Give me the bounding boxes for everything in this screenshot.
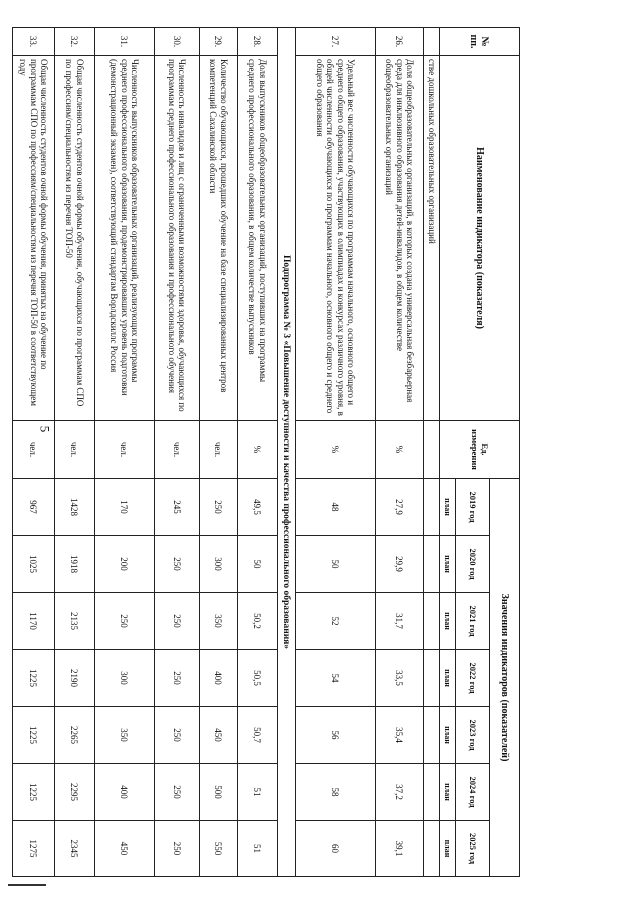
row-value: 37,2 [376, 764, 424, 821]
row-value: 52 [296, 593, 376, 650]
row-value: 33,5 [376, 650, 424, 707]
row-indicator-name: Численность инвалидов и лиц с ограниченными возможностями здоровья, обучающихся по программам среднего профессионального образования и профессионального обучения [155, 56, 200, 421]
row-value: 1225 [13, 707, 55, 764]
row-value: 50,2 [238, 593, 278, 650]
row-unit: % [376, 421, 424, 479]
row-number: 28. [238, 28, 278, 56]
header-year: 2023 год [456, 707, 490, 764]
header-plan: план [440, 593, 456, 650]
table-row [200, 28, 238, 877]
row-value: 350 [95, 707, 155, 764]
row-value: 967 [13, 479, 55, 536]
header-year: 2021 год [456, 593, 490, 650]
row-value: 250 [200, 479, 238, 536]
row-number: 31. [95, 28, 155, 56]
row-number: 27. [296, 28, 376, 56]
row-unit: % [296, 421, 376, 479]
row-value: 1918 [55, 536, 95, 593]
row-value: 1225 [13, 764, 55, 821]
page-number: 5 [37, 425, 53, 433]
row-unit: чел. [55, 421, 95, 479]
row-number: 33. [13, 28, 55, 56]
table-body-bottom [13, 28, 278, 877]
header-plan: план [440, 764, 456, 821]
header-values-group: Значения индикаторов (показателей) [490, 479, 520, 877]
row-unit: чел. [95, 421, 155, 479]
row-value: 51 [238, 764, 278, 821]
row-indicator-name: Доля общеобразовательных организаций, в которых создана универсальная безбарьерная среда для инклюзивного образования детей-инвалидов, в общем количестве общеобразовательных организаций [376, 56, 424, 421]
subprogram-title: Подпрограмма № 3 «Повышение доступности и качества профессионального образования» [278, 28, 296, 877]
row-value: 450 [200, 707, 238, 764]
row-value: 2265 [55, 707, 95, 764]
row-value [424, 479, 440, 536]
header-year: 2025 год [456, 821, 490, 877]
row-unit: % [238, 421, 278, 479]
header-year: 2022 год [456, 650, 490, 707]
row-indicator-name: Численность выпускников образовательных организаций, реализующих программы среднего профессионального образования, продемонстрировавших уровень подготовки (демонстрационный экзамен), соответствующий стандартам Ворлдскиллс Россия [95, 56, 155, 421]
row-value: 48 [296, 479, 376, 536]
row-value: 51 [238, 821, 278, 877]
row-value: 250 [155, 821, 200, 877]
row-indicator-name: стве дошкольных образовательных организаций [424, 56, 440, 421]
header-year: 2020 год [456, 536, 490, 593]
header-unit: Ед. измерения [440, 421, 520, 479]
table-row [155, 28, 200, 877]
row-value: 2135 [55, 593, 95, 650]
table-row [424, 28, 440, 877]
header-plan: план [440, 650, 456, 707]
row-value: 200 [95, 536, 155, 593]
table-row [55, 28, 95, 877]
row-value: 300 [95, 650, 155, 707]
row-value: 2295 [55, 764, 95, 821]
row-value [424, 650, 440, 707]
header-year: 2024 год [456, 764, 490, 821]
row-indicator-name: Общая численность студентов очной формы обучения, принятых на обучение по программам СПО по профессиям/специальностям из перечня ТОП-50 в соответствующем году [13, 56, 55, 421]
row-value: 1275 [13, 821, 55, 877]
row-value: 29,9 [376, 536, 424, 593]
table-row [238, 28, 278, 877]
header-year: 2019 год [456, 479, 490, 536]
row-indicator-name: Удельный вес численности обучающихся по программам начального, основного общего и среднего общего образования, участвующих в олимпиадах и конкурсах различного уровня, в общей численности обучающихся по программам начального, основного общего и среднего общего образования [296, 56, 376, 421]
row-value: 2190 [55, 650, 95, 707]
row-value: 400 [95, 764, 155, 821]
row-value: 350 [200, 593, 238, 650]
row-unit [424, 421, 440, 479]
row-value: 1170 [13, 593, 55, 650]
row-number: 32. [55, 28, 95, 56]
row-unit: чел. [155, 421, 200, 479]
row-value [424, 764, 440, 821]
indicators-table [12, 27, 520, 877]
row-value: 54 [296, 650, 376, 707]
row-value: 60 [296, 821, 376, 877]
row-value: 250 [95, 593, 155, 650]
row-value: 300 [200, 536, 238, 593]
row-number: 30. [155, 28, 200, 56]
row-value: 39,1 [376, 821, 424, 877]
row-value: 250 [155, 764, 200, 821]
row-value: 56 [296, 707, 376, 764]
row-value: 58 [296, 764, 376, 821]
row-value: 250 [155, 650, 200, 707]
row-value: 27,9 [376, 479, 424, 536]
row-value: 50,5 [238, 650, 278, 707]
header-name: Наименование индикатора (показателя) [440, 56, 520, 421]
row-value [424, 821, 440, 877]
row-indicator-name: Доля выпускников общеобразовательных организаций, поступивших на программы среднего профессионального образования, в общем количестве выпускников [238, 56, 278, 421]
scan-mark [8, 884, 46, 886]
row-value: 550 [200, 821, 238, 877]
row-value [424, 593, 440, 650]
row-value: 250 [155, 593, 200, 650]
row-value: 1025 [13, 536, 55, 593]
table-body-top [296, 28, 440, 877]
row-value: 245 [155, 479, 200, 536]
subprogram-row [278, 28, 296, 877]
row-unit: чел. [200, 421, 238, 479]
table-row [13, 28, 55, 877]
row-unit: чел. [13, 421, 55, 479]
row-value: 2345 [55, 821, 95, 877]
row-value: 31,7 [376, 593, 424, 650]
header-plan: план [440, 536, 456, 593]
header-plan: план [440, 707, 456, 764]
table-row [95, 28, 155, 877]
row-number: 29. [200, 28, 238, 56]
header-plan: план [440, 821, 456, 877]
row-value: 1428 [55, 479, 95, 536]
row-value: 450 [95, 821, 155, 877]
table-row [376, 28, 424, 877]
row-value: 50 [296, 536, 376, 593]
row-value: 50,7 [238, 707, 278, 764]
row-indicator-name: Количество обучающихся, прошедших обучение на базе специализированных центров компетенций Сахалинской области [200, 56, 238, 421]
row-value [424, 536, 440, 593]
row-value: 400 [200, 650, 238, 707]
row-value: 49,5 [238, 479, 278, 536]
row-number: 26. [376, 28, 424, 56]
header-num: № пп. [440, 28, 520, 56]
row-indicator-name: Общая численность студентов очной формы обучения, обучающихся по программам СПО по профессиям/специальностям из перечня ТОП-50 [55, 56, 95, 421]
row-value [424, 707, 440, 764]
row-value: 35,4 [376, 707, 424, 764]
row-value: 1225 [13, 650, 55, 707]
header-plan: план [440, 479, 456, 536]
row-value: 50 [238, 536, 278, 593]
row-value: 170 [95, 479, 155, 536]
row-number [424, 28, 440, 56]
row-value: 500 [200, 764, 238, 821]
row-value: 250 [155, 536, 200, 593]
row-value: 250 [155, 707, 200, 764]
table-row [296, 28, 376, 877]
